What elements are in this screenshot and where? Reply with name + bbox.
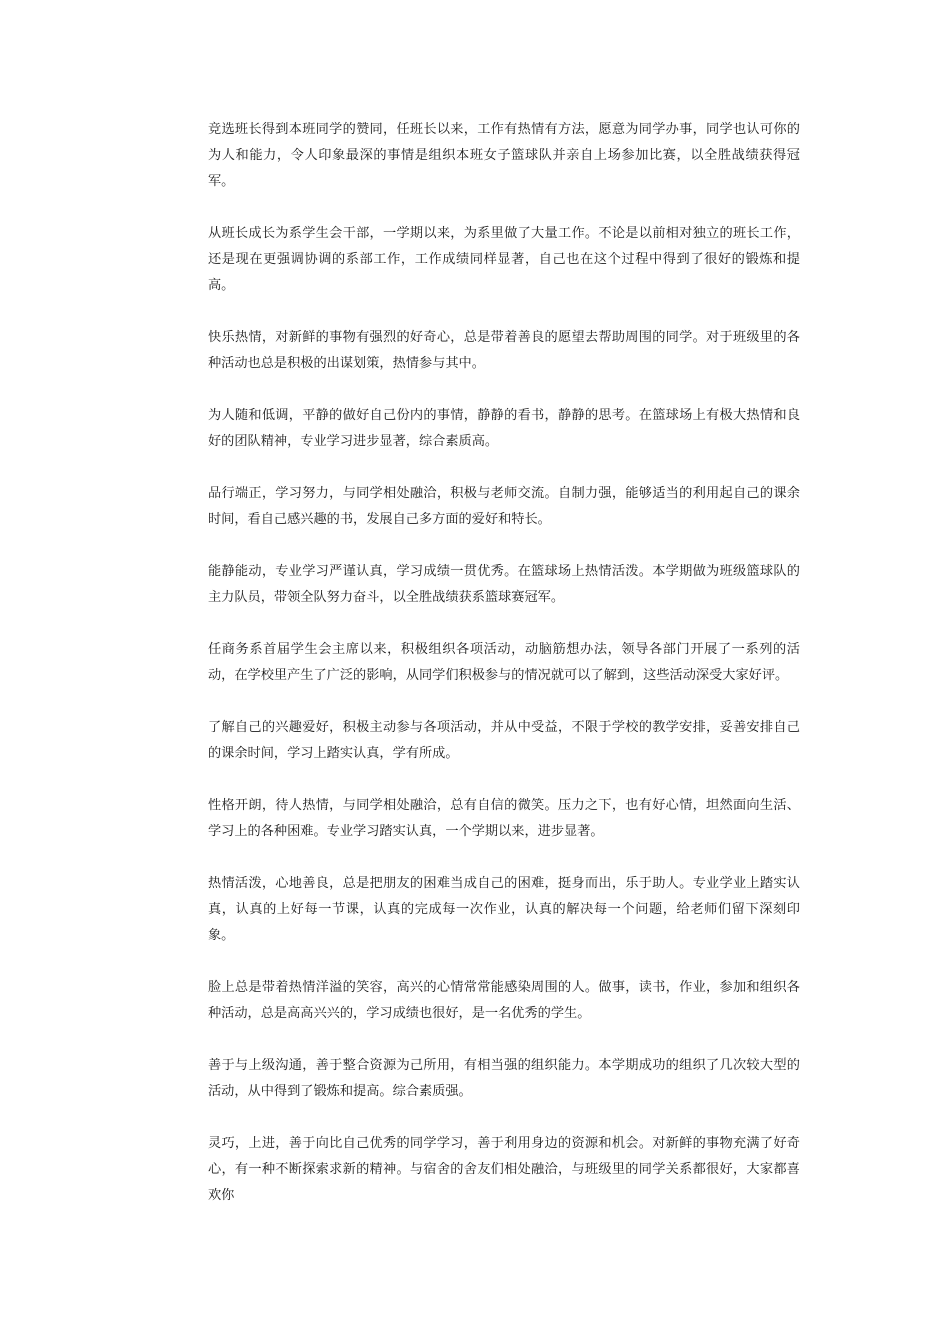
paragraph-2: 从班长成长为系学生会干部，一学期以来，为系里做了大量工作。不论是以前相对独立的班长工作，还是现在更强调协调的系部工作，工作成绩同样显著，自己也在这个过程中得到了很好的锻炼和提高。 (208, 226, 800, 293)
paragraph-7: 任商务系首届学生会主席以来，积极组织各项活动，动脑筋想办法，领导各部门开展了一系列的活动，在学校里产生了广泛的影响，从同学们积极参与的情况就可以了解到，这些活动深受大家好评。 (208, 642, 800, 683)
paragraph-13: 灵巧，上进，善于向比自己优秀的同学学习，善于利用身边的资源和机会。对新鲜的事物充满了好奇心，有一种不断探索求新的精神。与宿舍的舍友们相处融洽，与班级里的同学关系都很好，大家都喜欢你 (208, 1136, 800, 1203)
paragraph-8: 了解自己的兴趣爱好，积极主动参与各项活动，并从中受益，不限于学校的教学安排，妥善安排自己的课余时间，学习上踏实认真，学有所成。 (208, 720, 800, 761)
paragraph-1: 竞选班长得到本班同学的赞同，任班长以来，工作有热情有方法，愿意为同学办事，同学也认可你的为人和能力，令人印象最深的事情是组织本班女子篮球队并亲自上场参加比赛，以全胜战绩获得冠军。 (208, 122, 800, 189)
paragraph-10: 热情活泼，心地善良，总是把朋友的困难当成自己的困难，挺身而出，乐于助人。专业学业上踏实认真，认真的上好每一节课，认真的完成每一次作业，认真的解决每一个问题，给老师们留下深刻印象。 (208, 876, 800, 943)
paragraph-12: 善于与上级沟通，善于整合资源为己所用，有相当强的组织能力。本学期成功的组织了几次较大型的活动，从中得到了锻炼和提高。综合素质强。 (208, 1058, 800, 1099)
paragraph-5: 品行端正，学习努力，与同学相处融洽，积极与老师交流。自制力强，能够适当的利用起自己的课余时间，看自己感兴趣的书，发展自己多方面的爱好和特长。 (208, 486, 800, 527)
document-body (208, 117, 800, 1235)
paragraph-9: 性格开朗，待人热情，与同学相处融洽，总有自信的微笑。压力之下，也有好心情，坦然面向生活、学习上的各种困难。专业学习踏实认真，一个学期以来，进步显著。 (208, 798, 800, 839)
paragraph-3: 快乐热情，对新鲜的事物有强烈的好奇心，总是带着善良的愿望去帮助周围的同学。对于班级里的各种活动也总是积极的出谋划策，热情参与其中。 (208, 330, 800, 371)
paragraph-6: 能静能动，专业学习严谨认真，学习成绩一贯优秀。在篮球场上热情活泼。本学期做为班级篮球队的主力队员，带领全队努力奋斗，以全胜战绩获系篮球赛冠军。 (208, 564, 800, 605)
paragraph-11: 脸上总是带着热情洋溢的笑容，高兴的心情常常能感染周围的人。做事，读书，作业，参加和组织各种活动，总是高高兴兴的，学习成绩也很好，是一名优秀的学生。 (208, 980, 800, 1021)
paragraph-4: 为人随和低调，平静的做好自己份内的事情，静静的看书，静静的思考。在篮球场上有极大热情和良好的团队精神，专业学习进步显著，综合素质高。 (208, 408, 800, 449)
